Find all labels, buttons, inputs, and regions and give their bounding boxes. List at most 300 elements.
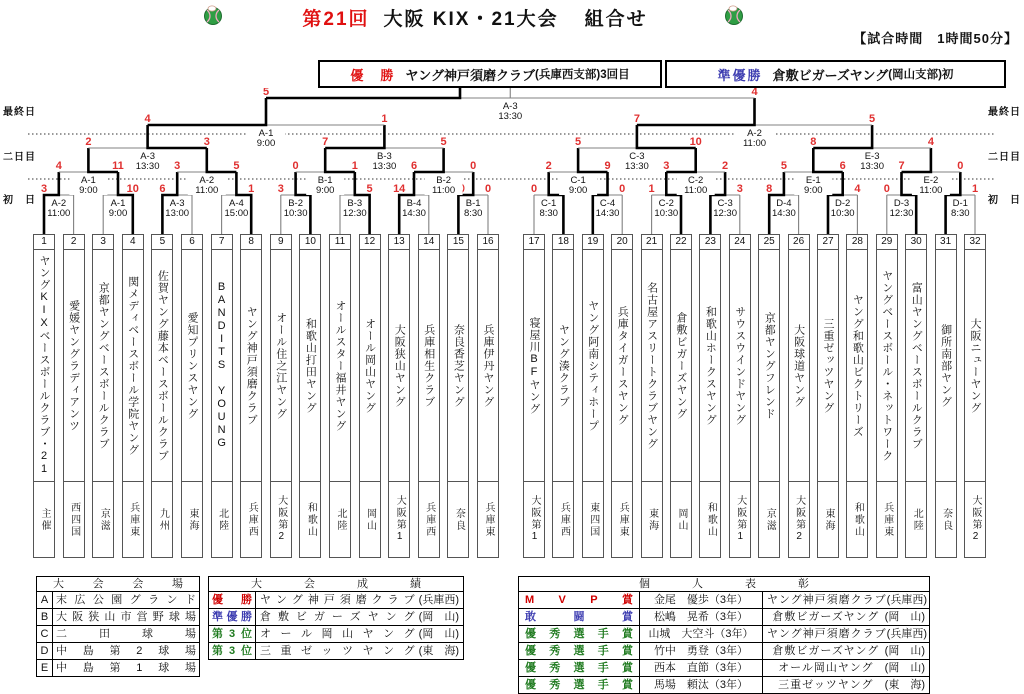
winner-path	[325, 125, 384, 148]
team-name: 兵庫相生クラブ	[418, 250, 440, 482]
match-label: C-3	[629, 151, 645, 162]
winner-path	[813, 148, 842, 172]
award-category: 優 秀 選 手 賞	[519, 626, 640, 642]
team-number: 26	[788, 234, 810, 250]
match-label: A-2	[199, 175, 215, 186]
team-column	[523, 234, 545, 558]
match-label: C-4	[599, 198, 616, 209]
match-time: 9:00	[568, 185, 588, 196]
match-time: 9:00	[79, 185, 98, 196]
team-number: 9	[270, 234, 292, 250]
match-score: 4	[55, 160, 62, 172]
match-score: 5	[262, 88, 270, 98]
match-score: 5	[440, 136, 447, 148]
team-region: 主催	[33, 482, 55, 558]
team-name: ヤングベースボール・ネットワーク	[876, 250, 898, 482]
team-region: 兵庫東	[122, 482, 144, 558]
match-score: 6	[159, 183, 166, 195]
match-time: 8:30	[951, 208, 970, 219]
match-score: 4	[144, 113, 151, 125]
match-label: B-4	[406, 198, 422, 209]
team-column	[299, 234, 321, 558]
team-column	[788, 234, 810, 558]
team-name: オール岡山ヤング	[359, 250, 381, 482]
team-column	[817, 234, 839, 558]
match-time: 14:30	[772, 208, 796, 219]
match-time: 14:30	[402, 208, 426, 219]
team-name: 大阪狭山ヤング	[388, 250, 410, 482]
award-row	[519, 591, 929, 608]
match-score: 0	[470, 160, 477, 172]
team-number: 23	[699, 234, 721, 250]
match-score: 4	[854, 183, 861, 195]
match-time: 10:30	[283, 208, 308, 219]
match-time: 13:30	[498, 111, 523, 122]
match-score: 8	[810, 136, 817, 148]
team-column	[611, 234, 633, 558]
runnerup-box	[665, 60, 1006, 88]
team-column	[92, 234, 114, 558]
team-region: 東海	[641, 482, 663, 558]
result-row	[209, 591, 463, 608]
award-team-region: (岡 山)	[884, 611, 925, 623]
team-number: 13	[388, 234, 410, 250]
runnerup-team: 倉敷ビガーズヤング	[772, 67, 889, 83]
champion-team: ヤング神戸須磨クラブ	[405, 67, 536, 83]
team-name: 愛知プリンスヤング	[181, 250, 203, 482]
day-label-left: 初 日	[3, 195, 36, 206]
match-score: 1	[381, 113, 388, 125]
result-team-region: (兵庫西)	[418, 594, 459, 606]
team-name: ヤング和歌山ビクトリーズ	[846, 250, 868, 482]
team-name: 奈良香芝ヤング	[447, 250, 469, 482]
award-row	[519, 608, 929, 625]
team-name: 兵庫タイガースヤング	[611, 250, 633, 482]
result-team-name: 倉 敷 ビ ガ ー ズ ヤ ン グ	[260, 611, 415, 623]
match-score: 3	[277, 183, 284, 195]
team-name: 倉敷ビガーズヤング	[670, 250, 692, 482]
day-label-right: 最終日	[988, 107, 1021, 118]
awards-table	[518, 576, 930, 694]
team-number: 1	[33, 234, 55, 250]
day-label-right: 二日目	[988, 152, 1021, 163]
match-time: 10:30	[654, 208, 679, 219]
match-score: 5	[869, 113, 876, 125]
result-rank: 準 優 勝	[209, 609, 256, 625]
venue-code: B	[37, 609, 53, 625]
team-name: 京都ヤングベースボールクラブ	[92, 250, 114, 482]
match-time: 9:00	[256, 138, 276, 149]
venue-row	[37, 625, 199, 642]
team-region: 兵庫西	[552, 482, 574, 558]
team-region: 兵庫東	[876, 482, 898, 558]
team-region: 岡山	[670, 482, 692, 558]
match-label: A-1	[258, 128, 274, 139]
team-number: 2	[63, 234, 85, 250]
team-region: 兵庫東	[611, 482, 633, 558]
team-region: 九州	[151, 482, 173, 558]
title-main: 大阪 KIX・21大会	[383, 9, 559, 30]
match-score: 11	[112, 160, 124, 172]
match-score: 3	[40, 183, 48, 195]
team-name: 富山ヤングベースボールクラブ	[905, 250, 927, 482]
team-name: 大阪ニューヤング	[964, 250, 986, 482]
team-region: 奈良	[935, 482, 957, 558]
award-team-region: (岡 山)	[884, 645, 925, 657]
match-time: 14:30	[595, 208, 620, 219]
match-score: 7	[633, 113, 640, 125]
match-time-note: 【試合時間 1時間50分】	[853, 31, 1018, 46]
match-time: 11:00	[742, 138, 767, 149]
match-time: 10:30	[830, 208, 855, 219]
team-region: 大阪第2	[270, 482, 292, 558]
match-time: 13:30	[860, 161, 884, 172]
result-team	[256, 643, 463, 659]
award-team-name: ヤング神戸須磨クラブ	[767, 594, 887, 606]
match-label: E-1	[805, 175, 821, 186]
team-region: 奈良	[447, 482, 469, 558]
team-region: 和歌山	[299, 482, 321, 558]
team-list	[0, 234, 1024, 560]
venue-name: 大 阪 狭 山 市 営 野 球 場	[56, 611, 196, 623]
team-column	[388, 234, 410, 558]
match-score: 1	[351, 160, 358, 172]
award-player-name: 金尾 優歩（3年）	[640, 592, 763, 608]
team-number: 22	[670, 234, 692, 250]
team-region: 京滋	[92, 482, 114, 558]
match-score: 0	[957, 160, 964, 172]
team-name: 和歌山ホークスヤング	[699, 250, 721, 482]
match-time: 13:30	[372, 161, 397, 172]
team-column	[359, 234, 381, 558]
match-time: 13:30	[625, 161, 649, 172]
award-row	[519, 676, 929, 693]
match-label: D-2	[835, 198, 851, 209]
venue-name: 中 島 第 2 球 場	[56, 645, 196, 657]
team-number: 20	[611, 234, 633, 250]
match-score: 6	[410, 160, 418, 172]
team-name: 京都ヤングフレンド	[758, 250, 780, 482]
venue-code: A	[37, 592, 53, 608]
team-column	[329, 234, 351, 558]
match-time: 11:00	[684, 185, 708, 196]
match-score: 7	[898, 160, 905, 172]
winner-path	[148, 98, 266, 125]
team-region: 兵庫西	[240, 482, 262, 558]
result-team	[256, 609, 463, 625]
match-score: 6	[839, 160, 846, 172]
runnerup-label: 準優勝	[717, 67, 763, 83]
team-region: 和歌山	[846, 482, 868, 558]
award-category: M V P 賞	[519, 592, 640, 608]
winner-path	[207, 148, 240, 172]
match-label: C-1	[570, 175, 586, 186]
team-name: 愛媛ヤングラディアンツ	[63, 250, 85, 482]
match-label: D-4	[776, 198, 792, 209]
award-row	[519, 642, 929, 659]
match-score: 7	[322, 136, 329, 148]
venue-code: E	[37, 660, 53, 676]
match-score: 1	[248, 183, 255, 195]
winner-path	[148, 125, 207, 148]
team-column	[905, 234, 927, 558]
venues-table	[36, 576, 200, 677]
team-name: 三重ゼッツヤング	[817, 250, 839, 482]
match-time: 13:00	[165, 208, 190, 219]
match-label: E-3	[864, 151, 880, 162]
team-column	[876, 234, 898, 558]
page-title	[180, 4, 770, 31]
result-row	[209, 642, 463, 659]
team-name: 和歌山打田ヤング	[299, 250, 321, 482]
team-number: 5	[151, 234, 173, 250]
team-number: 11	[329, 234, 351, 250]
award-team-name: 倉敷ビガーズヤング	[772, 645, 880, 657]
team-region: 大阪第2	[964, 482, 986, 558]
award-team-name: 倉敷ビガーズヤング	[772, 611, 880, 623]
match-time: 9:00	[315, 185, 335, 196]
match-score: 5	[366, 183, 373, 195]
team-number: 12	[359, 234, 381, 250]
match-score: 2	[545, 160, 552, 172]
match-score: 0	[292, 160, 299, 172]
match-score: 0	[530, 183, 538, 195]
team-name: オールスター福井ヤング	[329, 250, 351, 482]
team-column	[964, 234, 986, 558]
runnerup-detail: (岡山支部)初	[888, 69, 954, 81]
winner-path	[637, 98, 755, 125]
team-region: 東四国	[582, 482, 604, 558]
champion-detail: (兵庫西支部)3回目	[535, 69, 630, 81]
match-label: B-3	[377, 151, 392, 162]
team-column	[151, 234, 173, 558]
award-team	[763, 626, 931, 642]
match-label: A-3	[169, 198, 185, 209]
match-label: C-2	[688, 175, 704, 186]
award-team-name: ヤング神戸須磨クラブ	[767, 628, 887, 640]
match-label: A-3	[502, 101, 518, 112]
result-team-region: (岡 山)	[418, 611, 459, 623]
match-label: C-2	[658, 198, 674, 209]
result-rank: 第 3 位	[209, 626, 256, 642]
team-region: 岡山	[359, 482, 381, 558]
match-label: B-2	[288, 198, 303, 209]
team-column	[63, 234, 85, 558]
team-region: 大阪第1	[388, 482, 410, 558]
award-player-name: 馬場 頼汰（3年）	[640, 677, 763, 693]
team-number: 31	[935, 234, 957, 250]
team-number: 3	[92, 234, 114, 250]
match-label: C-3	[717, 198, 733, 209]
team-name: 寝屋川BFヤング	[523, 250, 545, 482]
team-column	[729, 234, 751, 558]
team-region: 東海	[817, 482, 839, 558]
venue-name: 中 島 第 1 球 場	[56, 662, 196, 674]
venue-code: C	[37, 626, 53, 642]
match-label: D-3	[893, 198, 910, 209]
match-score: 0	[619, 183, 626, 195]
award-player-name: 山城 大空斗（3年）	[640, 626, 763, 642]
champion-label: 優 勝	[350, 67, 396, 83]
day-label-left: 二日目	[3, 152, 36, 163]
team-column	[181, 234, 203, 558]
team-number: 25	[758, 234, 780, 250]
match-time: 11:00	[47, 208, 71, 219]
result-rank: 第 3 位	[209, 643, 256, 659]
match-time: 15:00	[224, 208, 249, 219]
team-name: 名古屋アスリートクラブヤング	[641, 250, 663, 482]
match-score: 3	[736, 183, 743, 195]
match-time: 12:30	[889, 208, 914, 219]
team-region: 大阪第1	[729, 482, 751, 558]
team-column	[477, 234, 499, 558]
team-number: 27	[817, 234, 839, 250]
team-number: 19	[582, 234, 604, 250]
match-label: D-1	[952, 198, 968, 209]
team-column	[758, 234, 780, 558]
team-name: サウスウインドヤング	[729, 250, 751, 482]
award-team-region: (兵庫西)	[886, 594, 927, 606]
award-team	[763, 677, 929, 693]
match-score: 4	[927, 136, 934, 148]
award-row	[519, 659, 929, 676]
team-region: 西四国	[63, 482, 85, 558]
award-category: 優 秀 選 手 賞	[519, 660, 640, 676]
match-label: B-1	[465, 198, 481, 209]
match-score: 8	[766, 183, 773, 195]
match-label: B-3	[347, 198, 363, 209]
team-region: 兵庫西	[418, 482, 440, 558]
team-column	[670, 234, 692, 558]
team-number: 28	[846, 234, 868, 250]
team-number: 6	[181, 234, 203, 250]
team-number: 24	[729, 234, 751, 250]
team-column	[447, 234, 469, 558]
winner-path	[578, 148, 607, 172]
venue-row	[37, 642, 199, 659]
match-time: 13:30	[135, 161, 160, 172]
match-time: 8:30	[463, 208, 483, 219]
team-number: 30	[905, 234, 927, 250]
team-number: 14	[418, 234, 440, 250]
match-label: C-1	[541, 198, 557, 209]
team-column	[846, 234, 868, 558]
match-score: 0	[484, 183, 492, 195]
match-label: A-4	[229, 198, 244, 209]
result-team-region: (東 海)	[418, 645, 459, 657]
team-name: 関メディベースボール学院ヤング	[122, 250, 144, 482]
team-column	[699, 234, 721, 558]
match-time: 11:00	[919, 185, 943, 196]
winner-path	[813, 125, 872, 148]
match-label: B-1	[317, 175, 333, 186]
award-player-name: 西本 直節（3年）	[640, 660, 763, 676]
match-score: 5	[575, 136, 582, 148]
bracket	[0, 88, 1024, 234]
award-team-region: (岡 山)	[884, 662, 925, 674]
match-score: 5	[233, 160, 240, 172]
result-row	[209, 608, 463, 625]
match-time: 8:30	[539, 208, 558, 219]
winner-path	[637, 125, 696, 148]
venue-name: 二 田 球 場	[56, 628, 196, 640]
team-name: オール住之江ヤング	[270, 250, 292, 482]
team-number: 16	[477, 234, 499, 250]
team-number: 4	[122, 234, 144, 250]
team-name: BANDITS YOUNG	[211, 250, 233, 482]
match-score: 10	[126, 183, 139, 195]
award-category: 敢 闘 賞	[519, 609, 640, 625]
venue-name: 末 広 公 園 グ ラ ン ド	[56, 594, 196, 606]
team-region: 大阪第1	[523, 482, 545, 558]
award-team-region: (東 海)	[884, 679, 925, 691]
award-team-name: 三重ゼッツヤング	[778, 679, 874, 691]
award-row	[519, 625, 929, 642]
match-label: A-2	[747, 128, 762, 139]
award-team	[763, 643, 929, 659]
team-region: 東海	[181, 482, 203, 558]
match-score: 14	[393, 183, 406, 195]
results-table	[208, 576, 464, 660]
match-score: 3	[663, 160, 670, 172]
match-label: A-2	[51, 198, 67, 209]
match-score: 2	[85, 136, 92, 148]
award-team	[763, 592, 931, 608]
team-column	[418, 234, 440, 558]
match-label: B-2	[436, 175, 451, 186]
team-column	[211, 234, 233, 558]
team-number: 15	[447, 234, 469, 250]
result-team-name: 三 重 ゼ ッ ツ ヤ ン グ	[260, 645, 415, 657]
results-title: 大 会 成 績	[251, 578, 421, 590]
team-number: 8	[240, 234, 262, 250]
team-name: ヤング阿南シティホープ	[582, 250, 604, 482]
winner-path	[902, 148, 931, 172]
match-time: 9:00	[804, 185, 823, 196]
venue-row	[37, 659, 199, 676]
match-score: 9	[604, 160, 611, 172]
team-name: ヤング湊クラブ	[552, 250, 574, 482]
team-region: 兵庫東	[477, 482, 499, 558]
result-team-name: オ ー ル 岡 山 ヤ ン グ	[260, 628, 415, 640]
title-suffix: 組合せ	[584, 9, 648, 30]
team-column	[582, 234, 604, 558]
result-rank: 優 勝	[209, 592, 256, 608]
day-label-left: 最終日	[3, 107, 36, 118]
team-column	[122, 234, 144, 558]
team-name: 佐賀ヤング藤本ベースボールクラブ	[151, 250, 173, 482]
team-region: 北陸	[905, 482, 927, 558]
team-name: 御所南部ヤング	[935, 250, 957, 482]
team-name: ヤング神戸須磨クラブ	[240, 250, 262, 482]
match-score: 3	[203, 136, 210, 148]
match-score: 1	[648, 183, 655, 195]
team-number: 21	[641, 234, 663, 250]
award-player-name: 竹中 勇登（3年）	[640, 643, 763, 659]
awards-title: 個 人 表 彰	[639, 578, 809, 590]
award-category: 優 秀 選 手 賞	[519, 643, 640, 659]
team-number: 29	[876, 234, 898, 250]
match-time: 9:00	[108, 208, 128, 219]
match-score: 1	[971, 183, 979, 195]
winner-path	[266, 88, 460, 98]
team-number: 7	[211, 234, 233, 250]
team-column	[935, 234, 957, 558]
team-name: 大阪球道ヤング	[788, 250, 810, 482]
champion-box	[318, 60, 662, 88]
award-team	[763, 609, 929, 625]
team-region: 北陸	[211, 482, 233, 558]
